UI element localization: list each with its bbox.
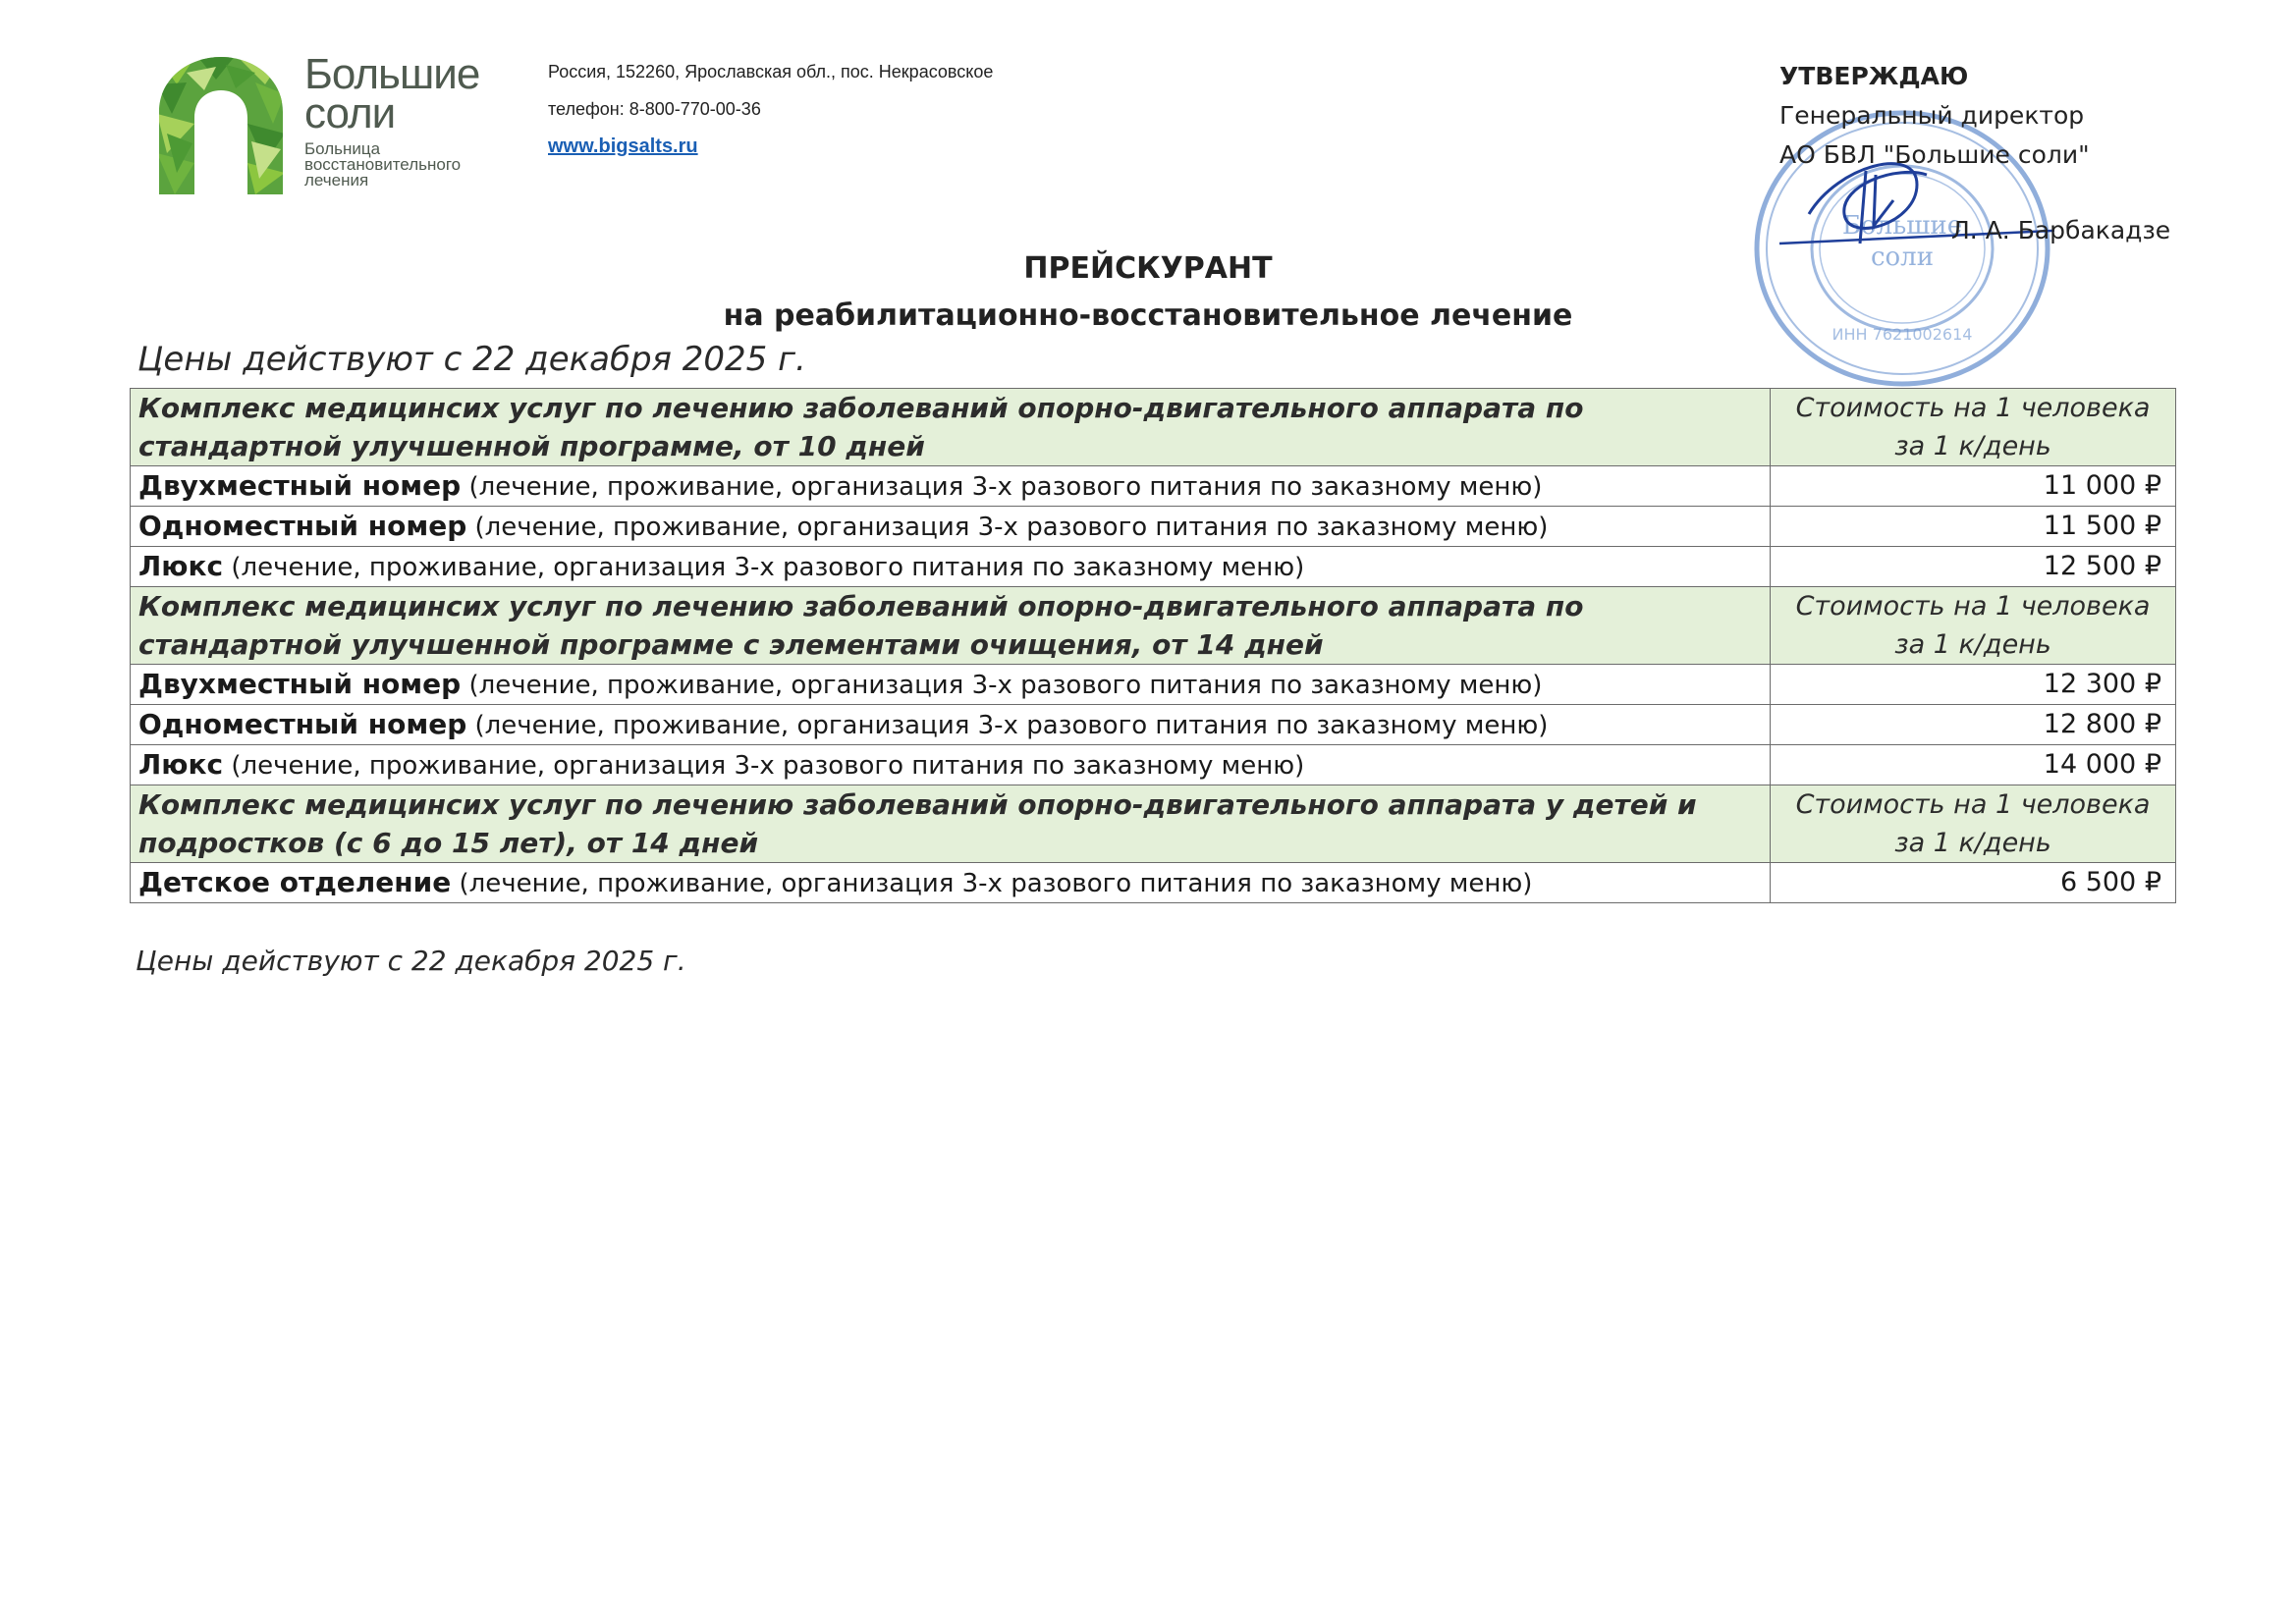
stamp-inn: ИНН 7621002614 [1831, 325, 1973, 344]
section-row [131, 389, 2176, 466]
section-title: Комплекс медицинсих услуг по лечению заболеваний опорно-двигательного аппарата у детей и подростков (с 6 до 15 лет), от 14 дней [131, 785, 1771, 863]
logo-name [304, 50, 480, 137]
room-type: Двухместный номер [138, 468, 462, 502]
item-description [131, 665, 1771, 705]
cost-header: Стоимость на 1 человека за 1 к/день [1771, 389, 2176, 466]
room-type: Двухместный номер [138, 667, 462, 700]
room-type: Одноместный номер [138, 707, 467, 740]
item-description [131, 745, 1771, 785]
website-link[interactable]: www.bigsalts.ru [548, 135, 698, 157]
item-description [131, 863, 1771, 903]
item-price: 11 000 ₽ [1771, 466, 2176, 507]
room-details: (лечение, проживание, организация 3-х разового питания по заказному меню) [466, 710, 1549, 740]
cost-header: Стоимость на 1 человека за 1 к/день [1771, 587, 2176, 665]
table-row [131, 547, 2176, 587]
logo-sub-line2: восстановительного [304, 155, 462, 174]
table-row [131, 863, 2176, 903]
approval-heading: УТВЕРЖДАЮ [1779, 62, 1969, 90]
logo-subtitle [304, 141, 461, 189]
section-row [131, 587, 2176, 665]
logo-sub-line3: лечения [304, 171, 369, 189]
item-price: 12 300 ₽ [1771, 665, 2176, 705]
section-title: Комплекс медицинсих услуг по лечению заболеваний опорно-двигательного аппарата по стандартной улучшенной программе с элементами очищения, от 14 дней [131, 587, 1771, 665]
table-row [131, 665, 2176, 705]
table-row [131, 705, 2176, 745]
logo-sub-line1: Больница [304, 139, 381, 158]
room-details: (лечение, проживание, организация 3-х разового питания по заказному меню) [223, 750, 1305, 781]
room-details: (лечение, проживание, организация 3-х разового питания по заказному меню) [451, 868, 1533, 898]
company-logo [157, 50, 491, 202]
address-text: Россия, 152260, Ярославская обл., пос. Некрасовское [548, 62, 994, 81]
item-description [131, 547, 1771, 587]
item-price: 11 500 ₽ [1771, 507, 2176, 547]
arch-logo-icon [157, 55, 285, 194]
section-row [131, 785, 2176, 863]
room-type: Одноместный номер [138, 509, 467, 542]
logo-name-line2: соли [304, 89, 396, 137]
item-description [131, 705, 1771, 745]
item-price: 6 500 ₽ [1771, 863, 2176, 903]
stamp-text-line1: Большие [1841, 211, 1963, 241]
item-description [131, 507, 1771, 547]
validity-note-bottom: Цены действуют с 22 декабря 2025 г. [136, 945, 686, 977]
item-price: 12 800 ₽ [1771, 705, 2176, 745]
approval-position: Генеральный директор [1779, 101, 2085, 130]
room-details: (лечение, проживание, организация 3-х разового питания по заказному меню) [461, 670, 1543, 700]
document-title: ПРЕЙСКУРАНТ [1023, 251, 1273, 286]
phone-text: телефон: 8-800-770-00-36 [548, 99, 761, 119]
stamp-text-line2: соли [1870, 243, 1935, 272]
item-description [131, 466, 1771, 507]
document-subtitle: на реабилитационно-восстановительное лечение [723, 298, 1573, 333]
validity-note-top: Цены действуют с 22 декабря 2025 г. [137, 340, 806, 379]
room-type: Люкс [138, 747, 224, 781]
item-price: 14 000 ₽ [1771, 745, 2176, 785]
table-row [131, 745, 2176, 785]
approval-company: АО БВЛ "Большие соли" [1779, 140, 2090, 169]
approval-block [1779, 57, 2170, 250]
table-row [131, 466, 2176, 507]
room-details: (лечение, проживание, организация 3-х разового питания по заказному меню) [461, 471, 1543, 502]
room-type: Детское отделение [138, 865, 452, 898]
cost-header: Стоимость на 1 человека за 1 к/день [1771, 785, 2176, 863]
room-details: (лечение, проживание, организация 3-х разового питания по заказному меню) [466, 512, 1549, 542]
room-type: Люкс [138, 549, 224, 582]
logo-name-line1: Большие [304, 50, 480, 98]
item-price: 12 500 ₽ [1771, 547, 2176, 587]
table-row [131, 507, 2176, 547]
room-details: (лечение, проживание, организация 3-х разового питания по заказному меню) [223, 552, 1305, 582]
price-table [130, 388, 2176, 903]
section-title: Комплекс медицинсих услуг по лечению заболеваний опорно-двигательного аппарата по стандартной улучшенной программе, от 10 дней [131, 389, 1771, 466]
approval-signatory: Л. А. Барбакадзе [1951, 216, 2171, 244]
contact-block [548, 61, 993, 173]
